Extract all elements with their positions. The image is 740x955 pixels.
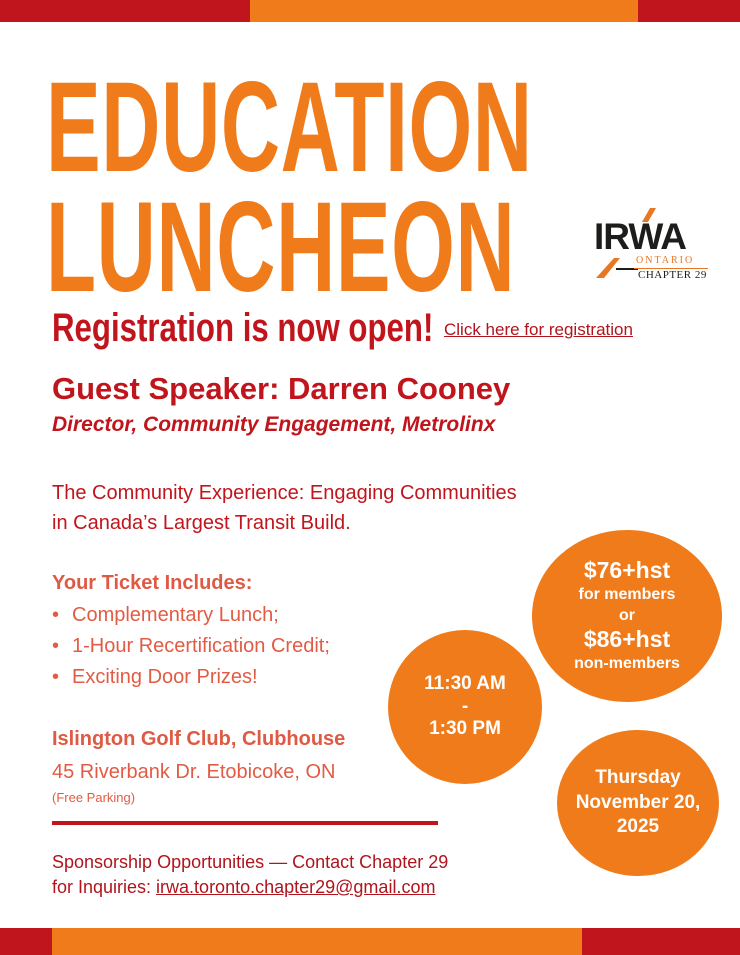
- bullet-icon: •: [52, 666, 60, 688]
- irwa-logo: [594, 208, 710, 288]
- top-bar-red-right: [638, 0, 740, 22]
- sponsor-contact: for Inquiries: irwa.toronto.chapter29@gmail.com: [52, 877, 436, 897]
- registration-link[interactable]: Click here for registration: [444, 320, 633, 339]
- sponsor-line: Sponsorship Opportunities — Contact Chapter 29: [52, 852, 449, 872]
- top-bar-red-left: [0, 0, 250, 22]
- bottom-bar-orange: [52, 928, 582, 955]
- ticket-heading: Your Ticket Includes:: [52, 572, 253, 594]
- price-or: or: [619, 606, 635, 624]
- speaker-role: Director, Community Engagement, Metrolinx: [52, 413, 496, 436]
- title-line-1: EDUCATION: [46, 56, 533, 199]
- parking-note: (Free Parking): [52, 790, 136, 805]
- topic-line-2: in Canada’s Largest Transit Build.: [52, 512, 351, 534]
- date-circle: [557, 730, 719, 876]
- list-item: • Exciting Door Prizes!: [52, 662, 330, 693]
- bullet-icon: •: [52, 635, 60, 657]
- topic-line-1: The Community Experience: Engaging Communities: [52, 482, 517, 504]
- speaker-heading: Guest Speaker: Darren Cooney: [52, 371, 511, 406]
- section-divider: [52, 821, 438, 825]
- time-circle: [388, 630, 542, 784]
- email-link[interactable]: irwa.toronto.chapter29@gmail.com: [156, 877, 436, 897]
- date-day: Thursday: [595, 766, 681, 788]
- talk-topic: [52, 478, 652, 538]
- registration-heading: Registration is now open!: [52, 306, 434, 350]
- ticket-list: [52, 600, 330, 693]
- time-end: 1:30 PM: [429, 718, 501, 740]
- logo-region: ONTARIO: [636, 255, 695, 266]
- logo-chapter: CHAPTER 29: [638, 269, 707, 281]
- nonmember-price: $86+hst: [583, 626, 671, 653]
- venue-address: 45 Riverbank Dr. Etobicoke, ON: [52, 761, 336, 783]
- nonmember-label: non-members: [574, 654, 680, 672]
- member-label: for members: [578, 585, 676, 603]
- list-item: • Complementary Lunch;: [52, 600, 330, 631]
- sponsor-info: [52, 850, 612, 900]
- logo-wordmark: IRWA: [594, 216, 686, 257]
- time-start: 11:30 AM: [424, 672, 506, 694]
- venue-name: Islington Golf Club, Clubhouse: [52, 728, 346, 750]
- bottom-bar-red-left: [0, 928, 52, 955]
- member-price: $76+hst: [583, 557, 671, 584]
- price-circle: [532, 530, 722, 702]
- date-month-day: November 20,: [575, 791, 701, 813]
- top-bar-orange: [250, 0, 638, 22]
- time-separator: -: [461, 695, 469, 717]
- title-line-2: LUNCHEON: [46, 176, 516, 319]
- date-year: 2025: [616, 816, 660, 838]
- bottom-bar-red-right: [582, 928, 740, 955]
- list-item: • 1-Hour Recertification Credit;: [52, 631, 330, 662]
- bullet-icon: •: [52, 604, 60, 626]
